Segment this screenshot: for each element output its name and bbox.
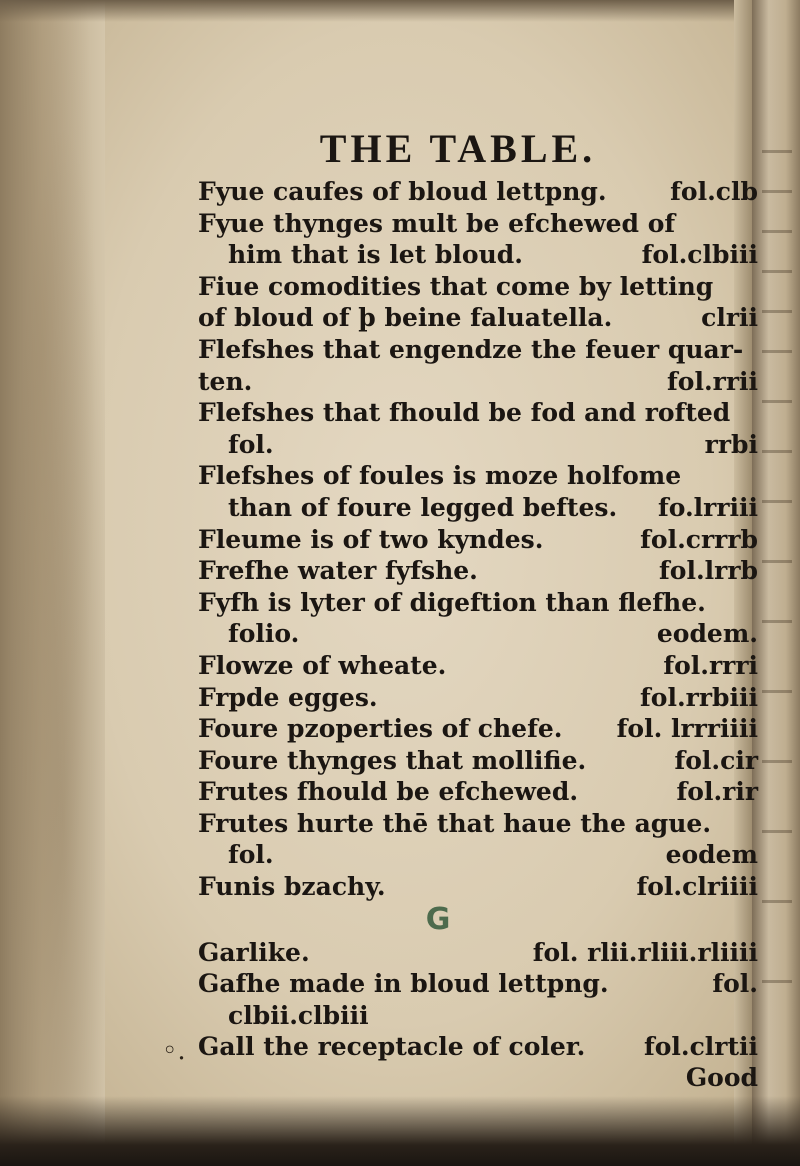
entry-line (198, 271, 758, 303)
index-entry (198, 968, 758, 1031)
bottom-shadow (0, 1096, 800, 1166)
folio-reference: clrii (701, 303, 758, 333)
entry-line (198, 937, 758, 969)
entry-text: Frutes fhould be efchewed. (198, 777, 579, 807)
entry-text: Funis bzachy. (198, 872, 386, 902)
entry-text: Frefhe water fyfshe. (198, 556, 478, 586)
entry-text: Fleume is of two kyndes. (198, 524, 544, 554)
entry-line (198, 1031, 758, 1063)
entry-text: Fyue thynges mult be efchewed of (198, 208, 676, 238)
index-entry (198, 397, 758, 460)
folio-reference: rrbi (704, 429, 758, 459)
folio-reference: fo.lrriii (657, 492, 758, 522)
entry-text: ten. (198, 366, 253, 396)
folio-reference: fol.clbiii (641, 240, 758, 270)
index-entry (198, 682, 758, 714)
entry-line (198, 713, 758, 745)
catchword: Good (685, 1063, 758, 1093)
entry-text: him that is let bloud. (228, 240, 523, 270)
folio-reference: fol.rrri (663, 650, 758, 680)
entry-text: Garlike. (198, 937, 310, 967)
entry-text: Foure pzoperties of chefe. (198, 714, 563, 744)
entry-line (198, 871, 758, 903)
entry-text: folio. (228, 619, 300, 649)
entry-line (198, 650, 758, 682)
index-entry (198, 937, 758, 969)
entry-text: clbii.clbiii (228, 1000, 369, 1030)
entry-line (198, 839, 758, 871)
entry-line (198, 587, 758, 619)
folio-reference: fol.rrii (667, 366, 758, 396)
entry-text: fol. (228, 840, 274, 870)
entry-text: Flefshes that engendze the feuer quar- (198, 334, 744, 364)
left-margin-edge (0, 0, 105, 1166)
folio-reference: fol.rrbiii (640, 682, 758, 712)
index-entry (198, 745, 758, 777)
section-letter: G (425, 901, 451, 937)
index-entry (198, 808, 758, 871)
catchword-line (198, 1063, 758, 1095)
entry-text: Foure thynges that mollifie. (198, 745, 587, 775)
entry-line (198, 555, 758, 587)
entry-line (198, 176, 758, 208)
page-header: THE TABLE. (319, 126, 597, 171)
entry-text: of bloud of þ beine faluatella. (198, 303, 613, 333)
index-entry (198, 271, 758, 334)
table-text-block (198, 126, 758, 1095)
index-entry (198, 713, 758, 745)
folio-reference: fol.clb (670, 177, 758, 206)
entry-line (198, 397, 758, 429)
entry-text: Gafhe made in bloud lettpng. (198, 969, 609, 999)
entry-line (198, 682, 758, 714)
folio-reference: fol. (712, 969, 758, 999)
folio-reference: eodem. (656, 619, 758, 649)
folio-reference: fol.clriiii (636, 872, 758, 902)
index-entry (198, 334, 758, 397)
index-entry (198, 176, 758, 208)
index-entry (198, 555, 758, 587)
entry-text: Frpde egges. (198, 682, 378, 712)
index-entry (198, 460, 758, 523)
folio-reference: fol.rir (676, 777, 758, 807)
entry-line (198, 776, 758, 808)
entry-line (198, 366, 758, 398)
folio-reference: fol. lrrriiii (616, 714, 758, 744)
entry-line (198, 968, 758, 1000)
entry-text: Fyue caufes of bloud lettpng. (198, 177, 607, 206)
folio-reference: eodem (665, 840, 758, 870)
index-entry (198, 650, 758, 682)
entry-line (198, 429, 758, 461)
entry-line (198, 302, 758, 334)
index-entry (198, 871, 758, 903)
entry-text: Flowze of wheate. (198, 650, 447, 680)
entry-line (198, 460, 758, 492)
entry-text: Frutes hurte thē that haue the ague. (198, 808, 712, 838)
entry-line (198, 208, 758, 240)
folio-reference: fol. rlii.rliii.rliiii (532, 937, 758, 967)
index-entry (198, 776, 758, 808)
index-entry (198, 524, 758, 556)
entry-line (198, 239, 758, 271)
entry-line (198, 524, 758, 556)
entry-line (198, 745, 758, 777)
entry-text: Flefshes that fhould be fod and rofted (198, 398, 731, 428)
ink-mark: ◦. (162, 1036, 186, 1066)
entry-text: Fyfh is lyter of digeftion than flefhe. (198, 587, 706, 617)
index-entry (198, 1031, 758, 1063)
facing-page-strip (752, 0, 800, 1166)
entry-text: Flefshes of foules is moze holfome (198, 461, 682, 491)
entry-text: Fiue comodities that come by letting (198, 271, 714, 301)
folio-reference: fol.clrtii (643, 1032, 758, 1062)
entry-text: fol. (228, 429, 274, 459)
entry-line (198, 808, 758, 840)
index-entry (198, 587, 758, 650)
entry-line (198, 334, 758, 366)
entry-line (198, 618, 758, 650)
folio-reference: fol.lrrb (659, 556, 758, 586)
top-shadow (0, 0, 800, 22)
entries-list-g (198, 937, 758, 1063)
folio-reference: fol.cir (674, 745, 758, 775)
entry-text: Gall the receptacle of coler. (198, 1032, 586, 1062)
entry-line (198, 1000, 758, 1032)
index-entry (198, 208, 758, 271)
entry-text: than of foure legged beftes. (228, 492, 618, 522)
folio-reference: fol.crrrb (640, 524, 758, 554)
entry-line (198, 492, 758, 524)
entries-list (198, 176, 758, 903)
